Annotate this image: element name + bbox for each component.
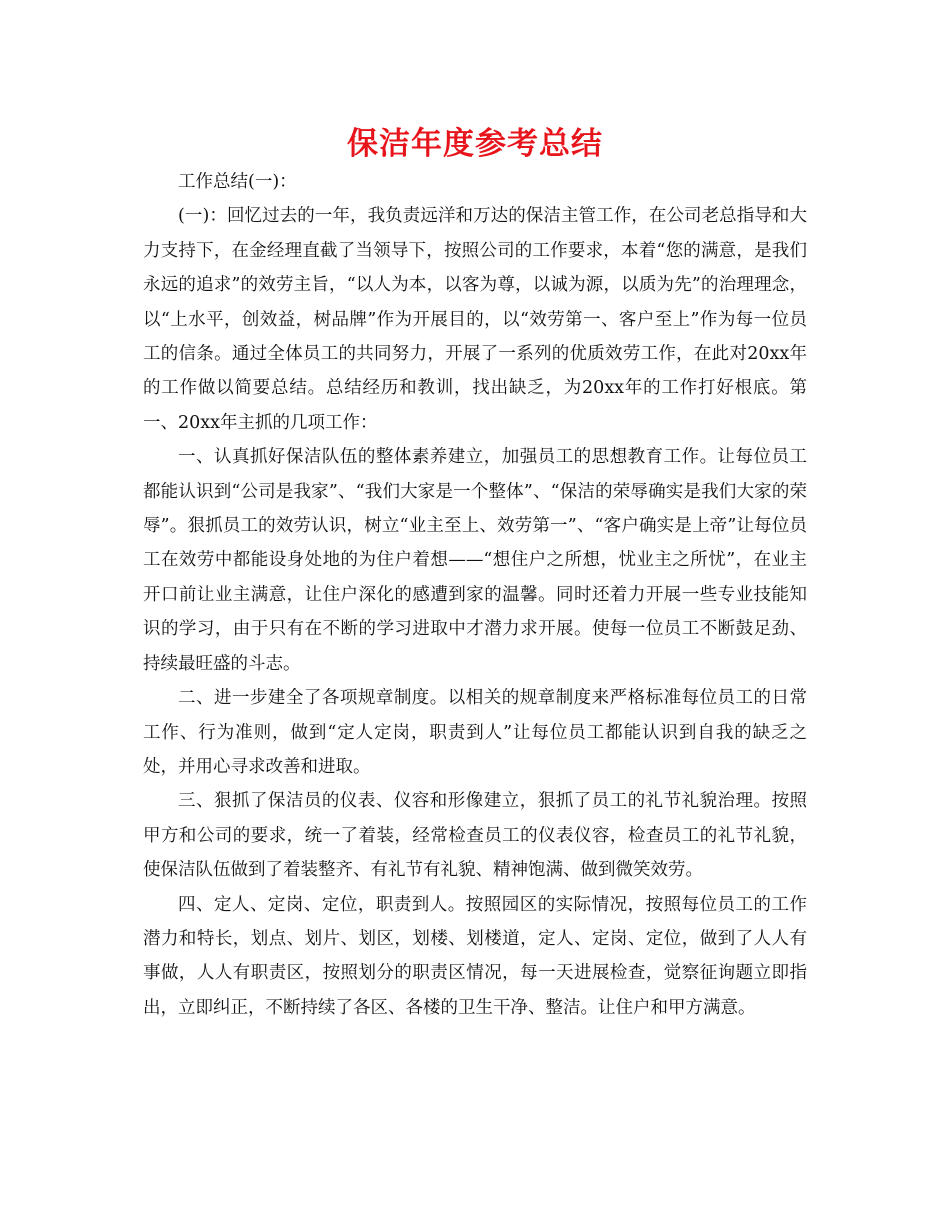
paragraph-intro: (一)：回忆过去的一年，我负责远洋和万达的保洁主管工作，在公司老总指导和大力支持下，在金经理直截了当领导下，按照公司的工作要求，本着“您的满意，是我们永远的追求”的效劳主旨，“以人为本，以客为尊，以诚为源，以质为先”的治理理念，以“上水平，创效益，树品牌”作为开展目的，以“效劳第一、客户至上”作为每一位员工的信条。通过全体员工的共同努力，开展了一系列的优质效劳工作，在此对20xx年的工作做以简要总结。总结经历和教训，找出缺乏，为20xx年的工作打好根底。第一、20xx年主抓的几项工作：	[143, 206, 807, 433]
paragraph-item-3: 三、狠抓了保洁员的仪表、仪容和形像建立，狠抓了员工的礼节礼貌治理。按照甲方和公司的要求，统一了着装，经常检查员工的仪表仪容，检查员工的礼节礼貌，使保洁队伍做到了着装整齐、有礼节有礼貌、精神饱满、做到微笑效劳。	[143, 791, 807, 881]
paragraph-item-4: 四、定人、定岗、定位，职责到人。按照园区的实际情况，按照每位员工的工作潜力和特长，划点、划片、划区，划楼、划楼道，定人、定岗、定位，做到了人人有事做，人人有职责区，按照划分的职责区情况，每一天进展检查，觉察征询题立即指出，立即纠正，不断持续了各区、各楼的卫生干净、整洁。让住户和甲方满意。	[143, 894, 807, 1018]
paragraph-item-2: 二、进一步建全了各项规章制度。以相关的规章制度来严格标准每位员工的日常工作、行为准则，做到“定人定岗，职责到人”让每位员工都能认识到自我的缺乏之处，并用心寻求改善和进取。	[143, 688, 807, 777]
document-body	[143, 165, 807, 1025]
document-title: 保洁年度参考总结	[347, 126, 603, 162]
paragraph-item-1: 一、认真抓好保洁队伍的整体素养建立，加强员工的思想教育工作。让每位员工都能认识到“公司是我家”、“我们大家是一个整体”、“保洁的荣辱确实是我们大家的荣辱”。狠抓员工的效劳认识，树立“业主至上、效劳第一”、“客户确实是上帝”让每位员工在效劳中都能设身处地的为住户着想——“想住户之所想，忧业主之所忧”，在业主开口前让业主满意，让住户深化的感遭到家的温馨。同时还着力开展一些专业技能知识的学习，由于只有在不断的学习进取中才潜力求开展。使每一位员工不断鼓足劲、持续最旺盛的斗志。	[143, 447, 807, 674]
paragraph-heading: 工作总结(一)：	[178, 172, 297, 192]
